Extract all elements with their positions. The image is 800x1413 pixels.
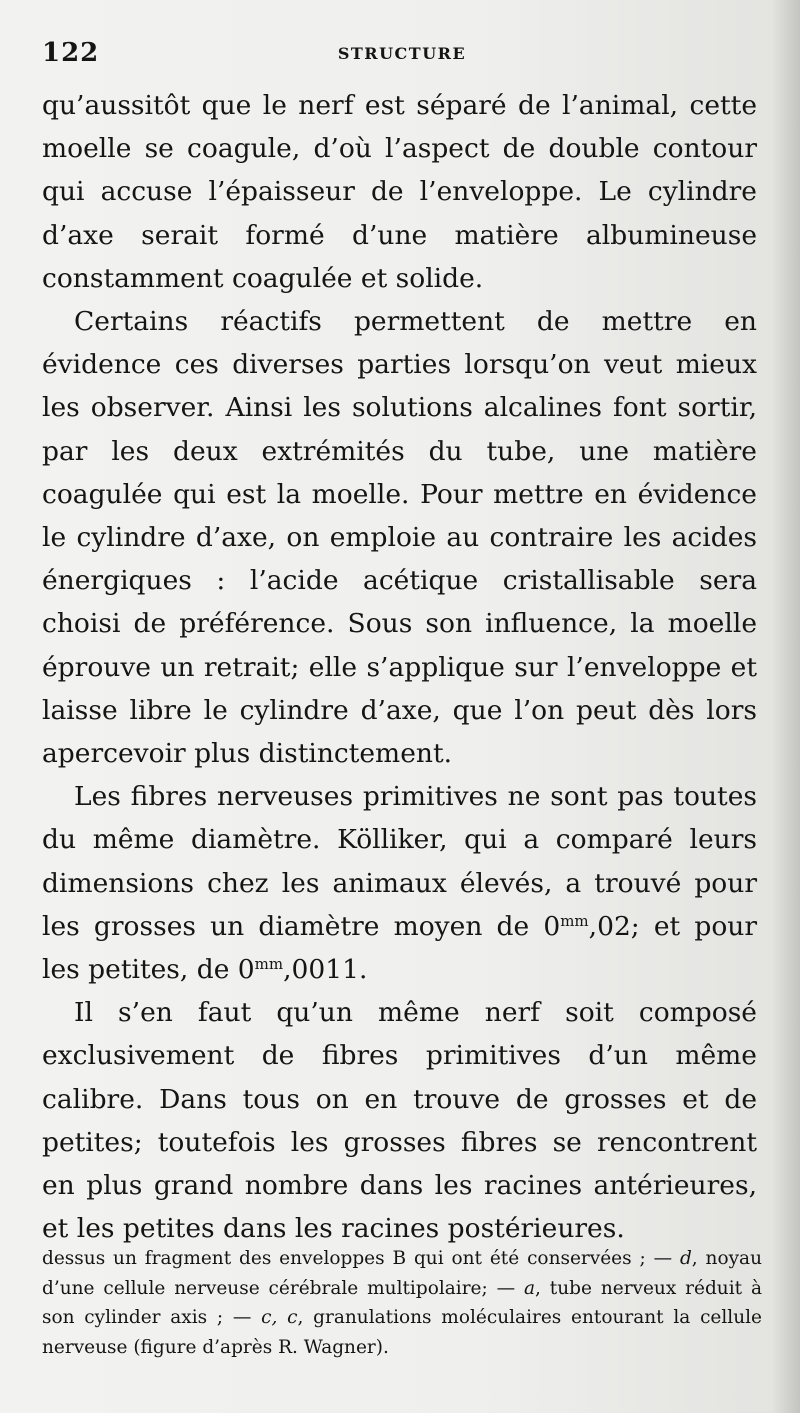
paragraph-1: qu’aussitôt que le nerf est séparé de l’animal, cette moelle se coagule, d’où l’aspect de double contour qui accuse l’épaisseur de l’enveloppe. Le cylindre d’axe serait formé d’une matière albumineuse constamment coagulée et solide. xyxy=(42,90,757,294)
body-text xyxy=(42,84,757,1250)
caption-part-1: dessus un fragment des enveloppes B qui ont été conservées ; — xyxy=(42,1248,680,1269)
unit-superscript-2: mm xyxy=(254,955,284,974)
figure-caption xyxy=(42,1244,762,1362)
page-number: 122 xyxy=(42,38,100,68)
caption-label-a: a xyxy=(524,1277,536,1299)
paragraph-3 xyxy=(42,775,757,991)
caption-label-d: d xyxy=(679,1248,692,1269)
caption-part-3: , tube nerveux réduit à son cylinder axis ; — xyxy=(42,1277,762,1328)
paragraph-3-part-c: ,0011. xyxy=(283,954,368,986)
caption-part-2: , noyau d’une cellule nerveuse cérébrale multipolaire; — xyxy=(42,1248,762,1299)
page-gutter-shadow xyxy=(772,0,800,1413)
caption-text xyxy=(42,1244,762,1362)
paragraph-4: Il s’en faut qu’un même nerf soit composé exclusivement de fibres primitives d’un même calibre. Dans tous on en trouve de grosses et de petites; toutefois les grosses fibres se rencontrent en plus grand nombre dans les racines antérieures, et les petites dans les racines postérieures. xyxy=(42,997,757,1245)
running-head: STRUCTURE xyxy=(337,44,467,63)
unit-superscript-1: mm xyxy=(560,911,589,930)
paragraph-3-part-a: Les fibres nerveuses primitives ne sont pas toutes du même diamètre. Kölliker, qui a comparé leurs dimensions chez les animaux élevés, a trouvé pour les grosses un diamètre moyen de 0 xyxy=(42,781,757,942)
page-header xyxy=(42,38,762,74)
paragraph-2: Certains réactifs permettent de mettre en évidence ces diverses parties lorsqu’on veut mieux les observer. Ainsi les solutions alcalines font sortir, par les deux extrémités du tube, une matière coagulée qui est la moelle. Pour mettre en évidence le cylindre d’axe, on emploie au contraire les acides énergiques : l’acide acétique cristallisable sera choisi de préférence. Sous son influence, la moelle éprouve un retrait; elle s’applique sur l’enveloppe et laisse libre le cylindre d’axe, que l’on peut dès lors apercevoir plus distinctement. xyxy=(42,306,757,770)
caption-part-4: , granulations moléculaires entourant la cellule nerveuse (figure d’après R. Wagner). xyxy=(42,1307,762,1358)
caption-label-c: c, c xyxy=(261,1307,298,1328)
paragraph-3-part-b: ,02; et pour les petites, de 0 xyxy=(42,910,758,986)
